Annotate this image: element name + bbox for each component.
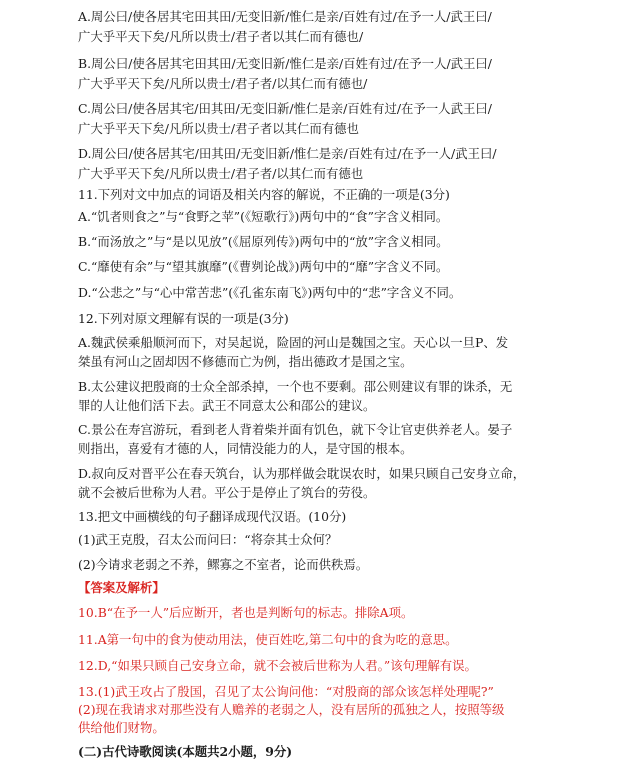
q10-option-b-line1: B.周公曰/使各居其宅田其田/无变旧新/惟仁是亲/百姓有过/在予一人/武王曰/ bbox=[78, 56, 492, 71]
q10-option-d-line2: 广大乎平天下矣/凡所以贵士/君子者/以其仁而有德也 bbox=[78, 166, 364, 181]
q12-option-b-line1: B.太公建议把殷商的士众全部杀掉，一个也不要剩。邵公则建议有罪的诛杀，无 bbox=[78, 379, 513, 394]
answer-13-line3: 供给他们财物。 bbox=[78, 720, 165, 735]
q10-option-c-line2: 广大乎平天下矣/凡所以贵士/君子者以其仁而有德也 bbox=[78, 121, 359, 136]
q12-option-d-line2: 就不会被后世称为人君。平公于是停止了筑台的劳役。 bbox=[78, 485, 376, 500]
answer-13-line2: (2)现在我请求对那些没有人赡养的老弱之人，没有居所的孤独之人，按照等级 bbox=[78, 702, 505, 717]
q10-option-a-line2: 广大乎平天下矣/凡所以贵士/君子者以其仁而有德也/ bbox=[78, 29, 364, 44]
q13-stem: 13.把文中画横线的句子翻译成现代汉语。(10分) bbox=[78, 509, 347, 524]
q10-option-b-line2: 广大乎平天下矣/凡所以贵士/君子者/以其仁而有德也/ bbox=[78, 76, 368, 91]
q12-option-a-line2: 桀虽有河山之固却因不修德而亡为例，指出德政才是国之宝。 bbox=[78, 354, 413, 369]
q10-option-d-line1: D.周公曰/使各居其宅/田其田/无变旧新/惟仁是亲/百姓有过/在予一人/武王曰/ bbox=[78, 146, 497, 161]
q12-option-c-line2: 则指出，喜爱有才德的人，同情没能力的人，是守国的根本。 bbox=[78, 441, 413, 456]
answer-10: 10.B“在予一人”后应断开，者也是判断句的标志。排除A项。 bbox=[78, 605, 414, 620]
q12-option-b-line2: 罪的人让他们活下去。武王不同意太公和邵公的建议。 bbox=[78, 398, 376, 413]
section-title: (二)古代诗歌阅读(本题共2小题，9分) bbox=[78, 744, 293, 759]
answer-12: 12.D,“如果只顾自己安身立命，就不会被后世称为人君。”该句理解有误。 bbox=[78, 658, 477, 673]
q13-sentence-2: (2)今请求老弱之不养，鳏寡之不室者，论而供秩焉。 bbox=[78, 557, 369, 572]
answer-13-line1: 13.(1)武王攻占了殷国，召见了太公询问他：“对殷商的部众该怎样处理呢?” bbox=[78, 684, 494, 699]
q12-option-d-line1: D.叔向反对晋平公在春天筑台，认为那样做会耽误农时，如果只顾自己安身立命， bbox=[78, 466, 526, 481]
q11-option-a: A.“饥者则食之”与“食野之苹”(《短歌行》)两句中的“食”字含义相同。 bbox=[78, 209, 449, 224]
q11-option-d: D.“公悲之”与“心中常苦悲”(《孔雀东南飞》)两句中的“悲”字含义不同。 bbox=[78, 285, 462, 300]
q11-option-b: B.“而汤放之”与“是以见放”(《屈原列传》)两句中的“放”字含义相同。 bbox=[78, 234, 449, 249]
q10-option-c-line1: C.周公曰/使各居其宅/田其田/无变旧新/惟仁是亲/百姓有过/在予一人武王曰/ bbox=[78, 101, 492, 116]
q12-option-a-line1: A.魏武侯乘船顺河而下，对吴起说，险固的河山是魏国之宝。天心以一旦P、发 bbox=[78, 335, 509, 350]
q12-stem: 12.下列对原文理解有误的一项是(3分) bbox=[78, 311, 289, 326]
q10-option-a-line1: A.周公曰/使各居其宅田其田/无变旧新/惟仁是亲/百姓有过/在予一人/武王曰/ bbox=[78, 9, 492, 24]
answer-header: 【答案及解析】 bbox=[78, 580, 165, 595]
q13-sentence-1: (1)武王克殷，召太公而问曰：“将奈其士众何？ bbox=[78, 532, 338, 547]
q11-stem: 11.下列对文中加点的词语及相关内容的解说，不正确的一项是(3分) bbox=[78, 187, 450, 202]
q12-option-c-line1: C.景公在寿宫游玩，看到老人背着柴并面有饥色，就下令让官吏供养老人。晏子 bbox=[78, 422, 513, 437]
q11-option-c: C.“靡使有余”与“望其旗靡”(《曹刿论战》)两句中的“靡”字含义不同。 bbox=[78, 259, 449, 274]
answer-11: 11.A第一句中的食为使动用法，使百姓吃,第二句中的食为吃的意思。 bbox=[78, 632, 458, 647]
